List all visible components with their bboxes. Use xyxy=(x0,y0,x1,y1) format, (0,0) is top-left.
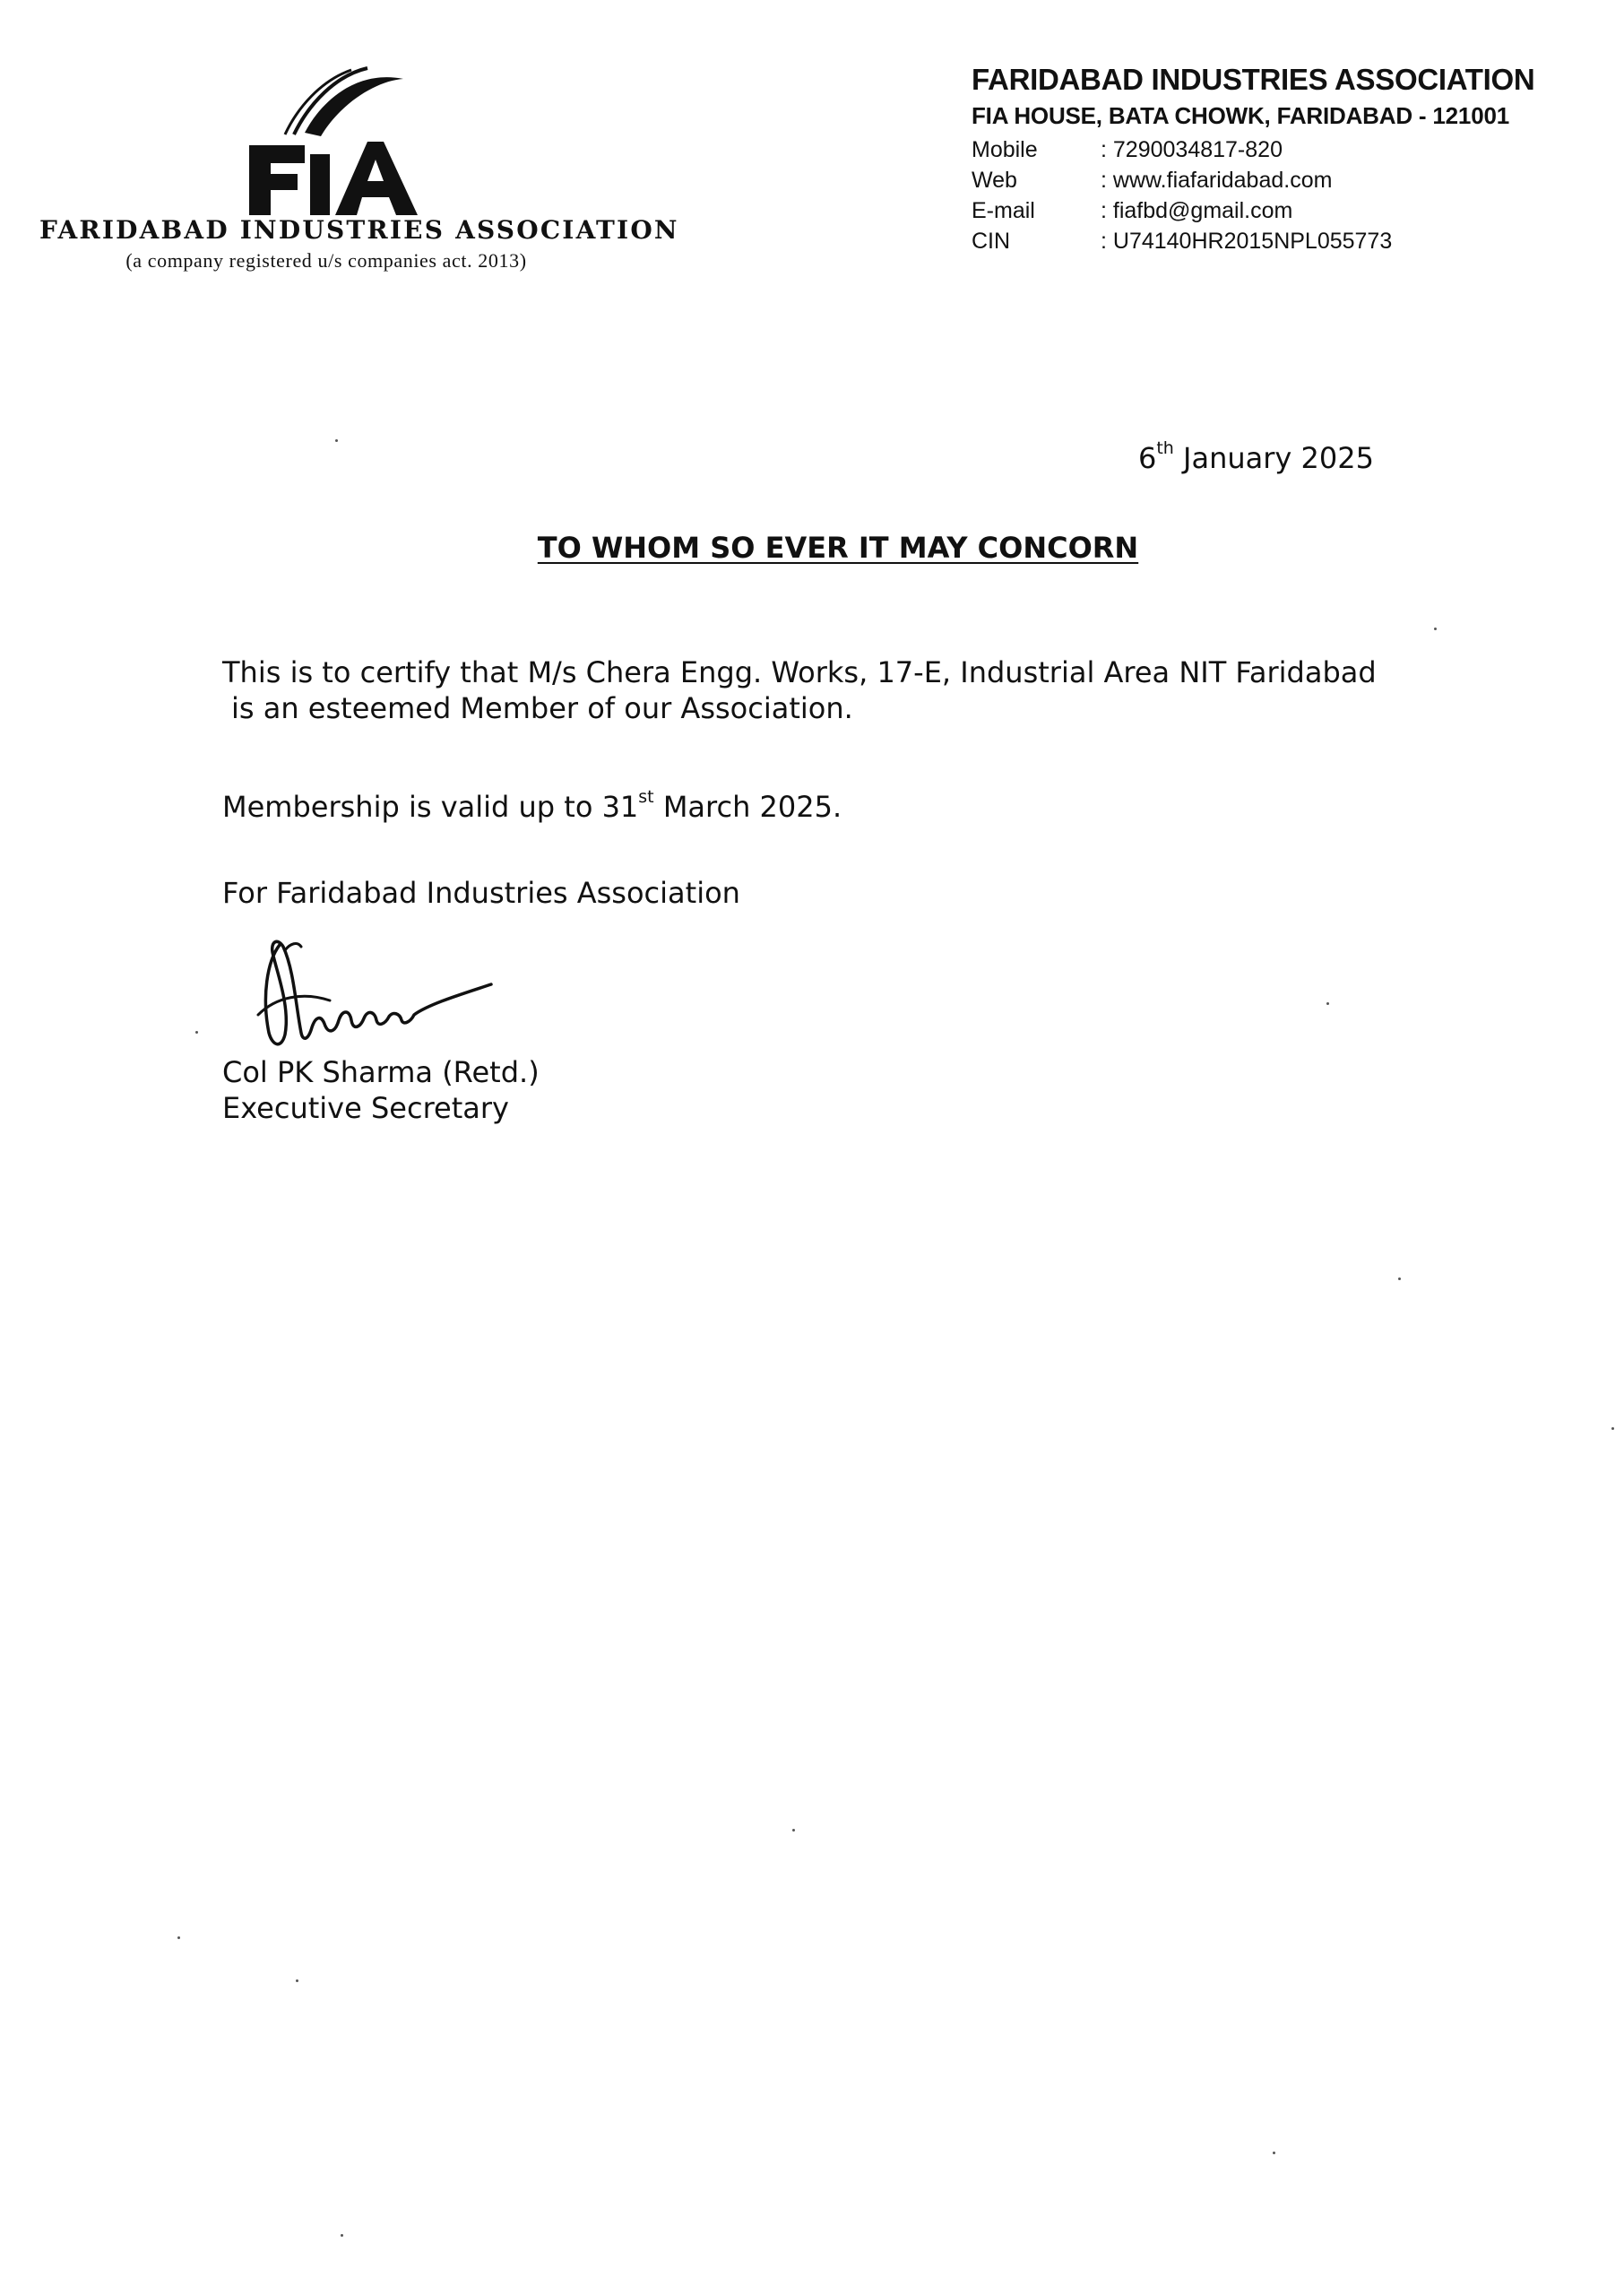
for-organisation: For Faridabad Industries Association xyxy=(222,876,740,910)
letterhead-contact-block xyxy=(972,61,1599,256)
signatory-title: Executive Secretary xyxy=(222,1091,509,1125)
letter-subject: TO WHOM SO EVER IT MAY CONCORN xyxy=(537,531,1139,565)
org-name-left: FARIDABAD INDUSTRIES ASSOCIATION xyxy=(39,215,679,245)
scan-speck xyxy=(1611,1427,1614,1430)
certification-line-2: is an esteemed Member of our Association. xyxy=(231,691,853,725)
scan-speck xyxy=(335,439,338,442)
fia-logo-icon xyxy=(242,63,421,224)
scan-speck xyxy=(296,1979,298,1982)
contact-table xyxy=(972,134,1599,256)
scan-speck xyxy=(792,1829,795,1832)
contact-label: CIN xyxy=(972,229,1011,254)
validity-suffix: st xyxy=(638,787,654,808)
validity-prefix: Membership is valid up to 31 xyxy=(222,790,639,824)
contact-row-email xyxy=(972,195,1599,226)
membership-validity xyxy=(222,789,842,825)
date-day: 6 xyxy=(1138,441,1157,475)
date-rest: January 2025 xyxy=(1173,441,1374,475)
scan-speck xyxy=(1273,2152,1275,2154)
date-suffix: th xyxy=(1156,438,1174,459)
contact-value: : fiafbd@gmail.com xyxy=(1101,198,1293,223)
org-address: FIA HOUSE, BATA CHOWK, FARIDABAD - 121001 xyxy=(972,102,1509,129)
signature-icon xyxy=(249,934,509,1060)
contact-value: : 7290034817-820 xyxy=(1101,137,1283,162)
org-subtitle-left: (a company registered u/s companies act. 2013) xyxy=(125,249,527,272)
contact-row-web xyxy=(972,165,1599,195)
contact-row-cin xyxy=(972,226,1599,256)
contact-row-mobile xyxy=(972,134,1599,165)
scan-speck xyxy=(341,2234,343,2237)
scan-speck xyxy=(195,1031,198,1034)
contact-label: E-mail xyxy=(972,198,1035,223)
contact-label: Mobile xyxy=(972,137,1038,162)
certification-line-1: This is to certify that M/s Chera Engg. Works, 17-E, Industrial Area NIT Faridabad xyxy=(222,655,1377,689)
contact-value: : U74140HR2015NPL055773 xyxy=(1101,229,1393,254)
scan-speck xyxy=(177,1936,180,1939)
org-name-right: FARIDABAD INDUSTRIES ASSOCIATION xyxy=(972,63,1535,96)
scan-speck xyxy=(1398,1277,1401,1280)
contact-value: : www.fiafaridabad.com xyxy=(1101,168,1333,193)
scan-speck xyxy=(1434,628,1437,630)
scan-speck xyxy=(1326,1002,1329,1005)
signatory-name: Col PK Sharma (Retd.) xyxy=(222,1055,540,1089)
contact-label: Web xyxy=(972,168,1017,193)
letter-date xyxy=(1138,438,1374,475)
validity-rest: March 2025. xyxy=(653,790,842,824)
